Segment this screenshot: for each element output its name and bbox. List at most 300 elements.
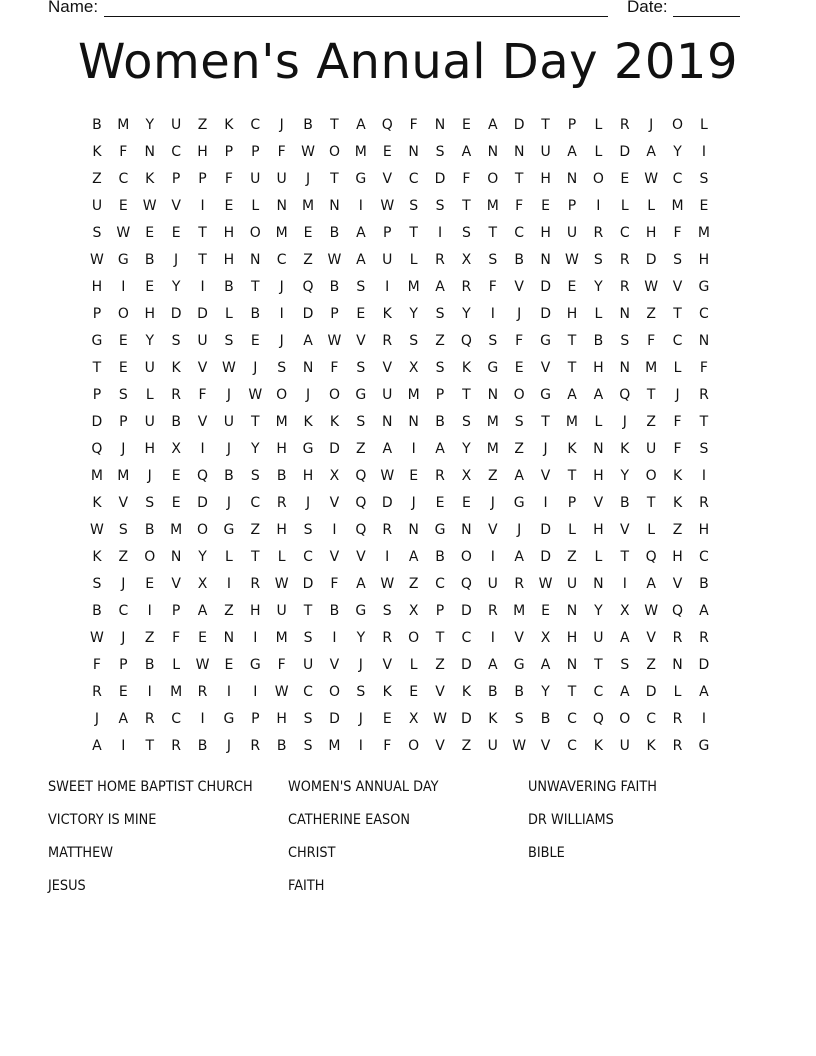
grid-letter[interactable]: H [593,360,605,376]
grid-letter[interactable]: E [118,684,129,700]
grid-letter[interactable]: N [593,441,605,457]
grid-letter[interactable]: I [622,576,628,592]
grid-letter[interactable]: D [197,306,209,322]
grid-letter[interactable]: R [514,576,525,592]
grid-letter[interactable]: T [435,630,445,646]
grid-letter[interactable]: B [144,522,156,538]
grid-letter[interactable]: C [461,630,472,646]
grid-letter[interactable]: A [699,684,710,700]
grid-letter[interactable]: O [276,387,288,403]
grid-letter[interactable]: H [566,630,578,646]
grid-letter[interactable]: K [646,738,657,754]
grid-letter[interactable]: O [408,738,420,754]
grid-letter[interactable]: S [171,333,182,349]
grid-letter[interactable]: D [540,549,552,565]
grid-letter[interactable]: J [279,279,285,295]
grid-letter[interactable]: B [329,279,340,295]
grid-letter[interactable]: H [250,603,262,619]
grid-letter[interactable]: E [382,144,393,160]
grid-letter[interactable]: Z [408,576,419,592]
grid-letter[interactable]: S [118,387,129,403]
grid-letter[interactable]: R [487,603,499,619]
grid-letter[interactable]: K [92,144,103,160]
grid-letter[interactable]: D [461,603,473,619]
grid-letter[interactable]: F [673,225,683,241]
grid-letter[interactable]: M [486,441,500,457]
grid-letter[interactable]: M [486,414,500,430]
grid-letter[interactable]: C [118,603,129,619]
grid-letter[interactable]: Q [196,468,209,484]
grid-letter[interactable]: L [594,117,603,133]
grid-letter[interactable]: Y [541,684,551,700]
grid-letter[interactable]: C [250,495,261,511]
grid-letter[interactable]: Z [435,657,446,673]
grid-letter[interactable]: Z [356,441,367,457]
grid-letter[interactable]: X [408,711,419,727]
grid-letter[interactable]: Q [672,603,684,619]
grid-letter[interactable]: F [673,441,683,457]
grid-letter[interactable]: S [593,252,604,268]
grid-letter[interactable]: M [90,468,104,484]
grid-letter[interactable]: J [517,522,522,538]
grid-letter[interactable]: J [279,333,285,349]
grid-letter[interactable]: I [332,522,338,538]
grid-letter[interactable]: E [699,198,709,214]
grid-letter[interactable]: O [460,549,473,565]
grid-letter[interactable]: I [490,630,496,646]
grid-letter[interactable]: U [276,603,288,619]
grid-letter[interactable]: K [329,414,340,430]
grid-letter[interactable]: I [279,306,285,322]
grid-letter[interactable]: V [171,198,182,214]
grid-letter[interactable]: A [356,576,367,592]
grid-letter[interactable]: K [593,738,604,754]
grid-letter[interactable]: W [538,576,553,592]
grid-letter[interactable]: W [90,252,105,268]
grid-letter[interactable]: Y [462,306,472,322]
grid-letter[interactable]: Q [381,117,394,133]
grid-letter[interactable]: S [699,441,709,457]
grid-letter[interactable]: C [514,225,525,241]
grid-letter[interactable]: L [145,387,155,403]
grid-letter[interactable]: B [276,468,287,484]
grid-letter[interactable]: V [382,657,393,673]
grid-letter[interactable]: J [253,360,258,376]
grid-letter[interactable]: F [277,144,287,160]
grid-letter[interactable]: D [197,495,209,511]
grid-letter[interactable]: I [253,684,258,700]
grid-letter[interactable]: V [382,360,393,376]
grid-letter[interactable]: U [566,576,578,592]
grid-letter[interactable]: A [92,738,103,754]
grid-letter[interactable]: M [302,198,315,214]
grid-letter[interactable]: I [701,144,707,160]
grid-letter[interactable]: G [91,333,103,349]
grid-letter[interactable]: D [381,495,394,511]
grid-letter[interactable]: B [197,738,208,754]
grid-letter[interactable]: H [540,171,552,187]
grid-letter[interactable]: B [250,306,261,322]
grid-letter[interactable]: U [540,144,552,160]
grid-letter[interactable]: J [174,252,179,268]
grid-letter[interactable]: M [275,225,289,241]
grid-letter[interactable]: B [619,495,631,511]
grid-letter[interactable]: M [565,414,579,430]
grid-letter[interactable]: D [698,657,710,673]
grid-letter[interactable]: A [197,603,208,619]
grid-letter[interactable]: G [355,171,367,187]
grid-letter[interactable]: X [408,360,419,376]
grid-letter[interactable]: C [435,576,446,592]
grid-letter[interactable]: R [435,252,446,268]
grid-letter[interactable]: Q [355,468,367,484]
grid-letter[interactable]: O [249,225,262,241]
grid-letter[interactable]: N [540,252,552,268]
grid-letter[interactable]: B [276,738,287,754]
grid-letter[interactable]: I [385,279,390,295]
grid-letter[interactable]: R [593,225,604,241]
grid-letter[interactable]: L [594,306,603,322]
grid-letter[interactable]: X [171,441,182,457]
grid-letter[interactable]: L [647,198,656,214]
grid-letter[interactable]: A [488,117,499,133]
grid-letter[interactable]: C [171,144,182,160]
grid-letter[interactable]: K [382,306,393,322]
grid-letter[interactable]: P [198,171,208,187]
grid-letter[interactable]: V [540,738,551,754]
grid-letter[interactable]: J [306,495,311,511]
grid-letter[interactable]: B [224,279,235,295]
grid-letter[interactable]: C [619,225,631,241]
grid-letter[interactable]: W [380,468,395,484]
grid-letter[interactable]: G [540,387,552,403]
grid-letter[interactable]: F [515,333,524,349]
grid-letter[interactable]: M [513,603,526,619]
grid-letter[interactable]: L [673,360,682,376]
grid-letter[interactable]: D [461,711,473,727]
grid-letter[interactable]: U [144,360,156,376]
grid-letter[interactable]: K [672,468,683,484]
grid-letter[interactable]: B [303,117,314,133]
grid-letter[interactable]: G [698,738,710,754]
grid-letter[interactable]: S [118,522,129,538]
grid-letter[interactable]: N [302,360,314,376]
grid-letter[interactable]: H [144,306,156,322]
grid-letter[interactable]: B [435,414,446,430]
grid-letter[interactable]: Z [672,522,683,538]
grid-letter[interactable]: T [594,657,604,673]
grid-letter[interactable]: S [356,684,366,700]
grid-letter[interactable]: H [645,225,657,241]
grid-letter[interactable]: B [92,603,103,619]
grid-letter[interactable]: A [593,387,604,403]
grid-letter[interactable]: S [356,360,366,376]
grid-letter[interactable]: J [279,117,285,133]
grid-letter[interactable]: H [540,225,552,241]
grid-letter[interactable]: P [92,387,102,403]
grid-letter[interactable]: T [541,414,551,430]
grid-letter[interactable]: P [383,225,392,241]
grid-letter[interactable]: G [249,657,262,673]
grid-letter[interactable]: D [434,171,446,187]
grid-letter[interactable]: S [92,225,102,241]
grid-letter[interactable]: O [328,144,341,160]
grid-letter[interactable]: O [487,171,499,187]
grid-letter[interactable]: S [673,252,683,268]
grid-letter[interactable]: I [226,684,232,700]
grid-letter[interactable]: H [566,306,578,322]
grid-letter[interactable]: L [224,306,234,322]
grid-letter[interactable]: D [329,441,341,457]
grid-letter[interactable]: Q [460,333,473,349]
grid-letter[interactable]: E [435,495,445,511]
grid-letter[interactable]: C [303,549,314,565]
grid-letter[interactable]: S [435,198,445,214]
grid-letter[interactable]: V [593,495,604,511]
grid-letter[interactable]: N [593,576,605,592]
grid-letter[interactable]: G [223,711,235,727]
grid-letter[interactable]: K [672,495,683,511]
grid-letter[interactable]: W [221,360,237,376]
grid-letter[interactable]: E [303,225,313,241]
grid-letter[interactable]: N [408,522,420,538]
grid-letter[interactable]: C [646,711,657,727]
grid-letter[interactable]: W [433,711,448,727]
grid-letter[interactable]: A [408,549,419,565]
grid-letter[interactable]: A [382,441,393,457]
grid-letter[interactable]: P [330,306,340,322]
grid-letter[interactable]: F [699,360,709,376]
grid-letter[interactable]: J [622,414,628,430]
grid-letter[interactable]: A [646,576,657,592]
grid-letter[interactable]: I [385,549,390,565]
grid-letter[interactable]: C [699,306,710,322]
grid-letter[interactable]: S [435,360,445,376]
grid-letter[interactable]: O [592,171,605,187]
grid-letter[interactable]: F [515,198,524,214]
grid-letter[interactable]: W [644,603,659,619]
grid-letter[interactable]: B [514,252,525,268]
grid-letter[interactable]: X [461,252,472,268]
grid-letter[interactable]: U [250,171,261,187]
grid-letter[interactable]: D [645,252,658,268]
grid-letter[interactable]: H [276,441,288,457]
grid-letter[interactable]: S [303,522,314,538]
grid-letter[interactable]: B [144,252,156,268]
grid-letter[interactable]: K [567,441,578,457]
grid-letter[interactable]: K [145,171,155,187]
grid-letter[interactable]: D [302,576,314,592]
grid-letter[interactable]: E [171,225,182,241]
grid-letter[interactable]: U [382,252,393,268]
grid-letter[interactable]: G [513,657,526,673]
grid-letter[interactable]: W [644,171,659,187]
grid-letter[interactable]: S [461,414,472,430]
grid-letter[interactable]: J [306,387,311,403]
grid-letter[interactable]: A [514,549,525,565]
grid-letter[interactable]: Z [567,549,578,565]
grid-letter[interactable]: N [408,414,420,430]
grid-letter[interactable]: T [462,198,472,214]
grid-letter[interactable]: E [118,333,129,349]
grid-letter[interactable]: S [620,333,630,349]
grid-letter[interactable]: T [251,414,261,430]
grid-letter[interactable]: D [540,306,552,322]
grid-letter[interactable]: Y [356,630,366,646]
grid-letter[interactable]: H [223,252,235,268]
grid-letter[interactable]: Y [409,306,419,322]
grid-letter[interactable]: Y [145,333,155,349]
grid-letter[interactable]: I [490,549,496,565]
grid-letter[interactable]: A [540,657,551,673]
grid-letter[interactable]: T [646,495,656,511]
grid-letter[interactable]: F [462,171,471,187]
grid-letter[interactable]: J [121,576,126,592]
grid-letter[interactable]: R [276,495,288,511]
grid-letter[interactable]: I [200,198,206,214]
grid-letter[interactable]: Z [250,522,261,538]
grid-letter[interactable]: R [461,279,472,295]
grid-letter[interactable]: O [672,117,684,133]
grid-letter[interactable]: N [566,657,578,673]
grid-letter[interactable]: G [434,522,446,538]
grid-letter[interactable]: T [409,225,419,241]
grid-letter[interactable]: W [195,657,210,673]
grid-letter[interactable]: I [701,468,707,484]
grid-letter[interactable]: M [407,387,421,403]
grid-letter[interactable]: I [200,279,206,295]
grid-letter[interactable]: Y [171,279,181,295]
grid-letter[interactable]: J [306,171,311,187]
grid-letter[interactable]: H [672,549,684,565]
grid-letter[interactable]: A [356,117,367,133]
grid-letter[interactable]: P [171,603,181,619]
grid-letter[interactable]: R [672,630,683,646]
grid-letter[interactable]: F [224,171,234,187]
grid-letter[interactable]: C [567,711,578,727]
grid-letter[interactable]: L [620,198,630,214]
grid-letter[interactable]: V [435,684,446,700]
grid-letter[interactable]: I [437,225,443,241]
grid-letter[interactable]: Y [673,144,683,160]
grid-letter[interactable]: B [514,684,525,700]
grid-letter[interactable]: V [672,279,683,295]
grid-letter[interactable]: V [171,576,182,592]
grid-letter[interactable]: T [620,549,630,565]
grid-letter[interactable]: S [277,360,287,376]
grid-letter[interactable]: R [171,387,182,403]
grid-letter[interactable]: S [514,711,525,727]
grid-letter[interactable]: S [514,414,525,430]
grid-letter[interactable]: V [118,495,129,511]
grid-letter[interactable]: L [594,144,603,160]
grid-letter[interactable]: A [356,225,367,241]
grid-letter[interactable]: E [145,576,155,592]
grid-letter[interactable]: H [302,468,314,484]
grid-letter[interactable]: E [461,495,472,511]
grid-letter[interactable]: R [699,495,710,511]
grid-letter[interactable]: S [488,333,498,349]
grid-letter[interactable]: P [119,657,129,673]
grid-letter[interactable]: K [92,549,103,565]
grid-letter[interactable]: T [462,387,472,403]
grid-letter[interactable]: J [226,441,232,457]
grid-letter[interactable]: G [302,441,314,457]
grid-letter[interactable]: P [251,144,261,160]
grid-letter[interactable]: J [543,441,549,457]
grid-letter[interactable]: R [699,630,710,646]
grid-letter[interactable]: E [620,171,630,187]
grid-letter[interactable]: M [697,225,711,241]
grid-letter[interactable]: R [382,522,393,538]
grid-letter[interactable]: Q [460,576,473,592]
grid-letter[interactable]: Z [461,738,472,754]
grid-letter[interactable]: V [356,549,367,565]
grid-letter[interactable]: U [91,198,103,214]
grid-letter[interactable]: X [408,603,419,619]
grid-letter[interactable]: L [700,117,709,133]
grid-letter[interactable]: M [275,414,289,430]
grid-letter[interactable]: W [512,738,527,754]
grid-letter[interactable]: U [144,414,156,430]
grid-letter[interactable]: S [409,333,419,349]
grid-letter[interactable]: Q [302,279,315,295]
grid-letter[interactable]: Z [646,414,657,430]
grid-letter[interactable]: M [671,198,685,214]
grid-letter[interactable]: S [699,171,709,187]
grid-letter[interactable]: E [145,279,155,295]
grid-letter[interactable]: H [223,225,235,241]
grid-letter[interactable]: E [118,198,129,214]
grid-letter[interactable]: Z [514,441,525,457]
grid-letter[interactable]: E [224,198,234,214]
grid-letter[interactable]: N [170,549,182,565]
grid-letter[interactable]: N [250,252,262,268]
grid-letter[interactable]: N [144,144,156,160]
grid-letter[interactable]: D [540,522,552,538]
grid-letter[interactable]: S [92,576,102,592]
grid-letter[interactable]: W [301,144,316,160]
grid-letter[interactable]: D [329,711,341,727]
grid-letter[interactable]: E [145,225,155,241]
grid-letter[interactable]: V [514,630,525,646]
grid-letter[interactable]: O [328,387,341,403]
grid-letter[interactable]: A [619,684,631,700]
grid-letter[interactable]: Z [224,603,235,619]
grid-letter[interactable]: R [171,738,182,754]
grid-letter[interactable]: G [487,360,499,376]
grid-letter[interactable]: I [200,441,206,457]
grid-letter[interactable]: H [91,279,103,295]
grid-letter[interactable]: A [514,468,525,484]
grid-letter[interactable]: V [435,738,446,754]
grid-letter[interactable]: O [619,711,631,727]
date-field[interactable] [673,16,740,17]
grid-letter[interactable]: J [675,387,681,403]
grid-letter[interactable]: J [121,441,126,457]
grid-letter[interactable]: K [461,360,472,376]
grid-letter[interactable]: A [118,711,129,727]
grid-letter[interactable]: A [619,630,631,646]
grid-letter[interactable]: W [142,198,158,214]
grid-letter[interactable]: Y [462,441,472,457]
grid-letter[interactable]: N [434,117,446,133]
grid-letter[interactable]: L [224,549,234,565]
grid-letter[interactable]: N [223,630,235,646]
grid-letter[interactable]: D [513,117,526,133]
grid-letter[interactable]: Y [251,441,261,457]
grid-letter[interactable]: T [673,306,683,322]
